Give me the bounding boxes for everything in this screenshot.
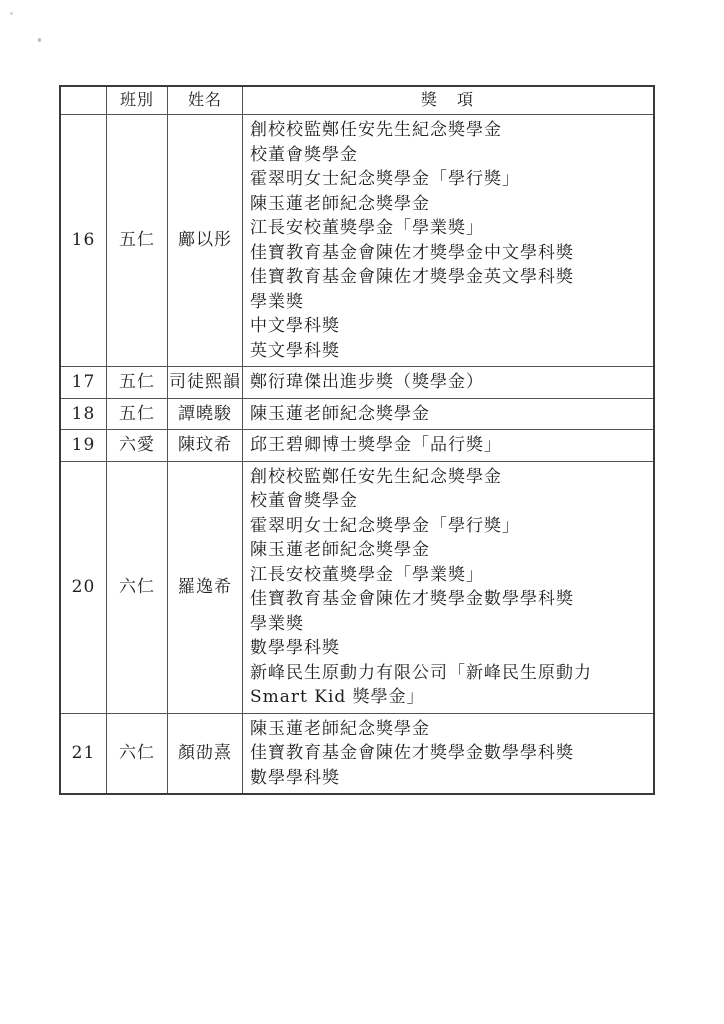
cell-class: 六仁 — [107, 714, 168, 794]
table-row — [61, 367, 653, 399]
cell-number: 17 — [61, 367, 107, 398]
table-row — [61, 399, 653, 431]
cell-class: 五仁 — [107, 367, 168, 398]
cell-awards — [243, 462, 653, 713]
cell-name: 譚曉駿 — [168, 399, 243, 430]
award-item: 霍翠明女士紀念獎學金「學行獎」 — [250, 515, 520, 536]
cell-name: 羅逸希 — [168, 462, 243, 713]
cell-class: 五仁 — [107, 115, 168, 366]
award-item: 江長安校董獎學金「學業獎」 — [250, 218, 484, 238]
cell-awards — [243, 399, 653, 430]
award-item: 創校校監鄭任安先生紀念獎學金 — [250, 120, 502, 140]
table-row — [61, 462, 653, 714]
cell-class: 五仁 — [107, 399, 168, 430]
header-cell-name: 姓名 — [168, 87, 243, 114]
award-item: 江長安校董獎學金「學業獎」 — [250, 564, 484, 585]
award-item: 學業獎 — [250, 291, 304, 312]
cell-name: 鄺以彤 — [168, 115, 243, 366]
cell-number: 18 — [61, 399, 107, 430]
table-header-row — [61, 87, 653, 115]
cell-name: 司徒熙韻 — [168, 367, 243, 398]
cell-number: 20 — [61, 462, 107, 713]
award-item: 陳玉蓮老師紀念獎學金 — [250, 193, 430, 214]
award-item: 校董會獎學金 — [250, 491, 358, 511]
award-item: 陳玉蓮老師紀念獎學金 — [250, 403, 430, 424]
cell-name: 陳玟希 — [168, 430, 243, 461]
awards-table — [59, 85, 655, 795]
award-item: 佳寶教育基金會陳佐才獎學金中文學科獎 — [250, 242, 574, 263]
header-cell-number — [61, 87, 107, 114]
table-body — [61, 115, 653, 793]
award-item: 陳玉蓮老師紀念獎學金 — [250, 540, 430, 560]
scan-speck — [38, 38, 41, 42]
cell-awards — [243, 367, 653, 398]
award-item: 佳寶教育基金會陳佐才獎學金數學學科獎 — [250, 589, 574, 609]
scan-speck — [10, 12, 13, 15]
award-item: 陳玉蓮老師紀念獎學金 — [250, 718, 430, 739]
award-item: 新峰民生原動力有限公司「新峰民生原動力 Smart Kid 獎學金」 — [250, 662, 592, 707]
cell-awards — [243, 714, 653, 794]
award-item: 數學學科獎 — [250, 638, 340, 658]
table-row — [61, 430, 653, 462]
header-cell-class: 班別 — [107, 87, 168, 114]
award-item: 創校校監鄭任安先生紀念獎學金 — [250, 466, 502, 487]
award-item: 學業獎 — [250, 613, 304, 634]
header-cell-award: 獎 項 — [420, 90, 475, 110]
cell-name: 顏劭熹 — [168, 714, 243, 794]
cell-number: 19 — [61, 430, 107, 461]
award-item: 中文學科獎 — [250, 316, 340, 336]
award-item: 英文學科獎 — [250, 340, 340, 361]
cell-class: 六仁 — [107, 462, 168, 713]
table-row — [61, 714, 653, 794]
award-item: 校董會獎學金 — [250, 144, 358, 165]
award-item: 邱王碧卿博士獎學金「品行獎」 — [250, 435, 502, 455]
award-item: 佳寶教育基金會陳佐才獎學金英文學科獎 — [250, 267, 574, 287]
award-item: 鄭衍瑋傑出進步獎（獎學金） — [250, 372, 484, 392]
table-row — [61, 115, 653, 367]
cell-awards — [243, 430, 653, 461]
cell-class: 六愛 — [107, 430, 168, 461]
cell-awards — [243, 115, 653, 366]
cell-number: 21 — [61, 714, 107, 794]
award-item: 佳寶教育基金會陳佐才獎學金數學學科獎 — [250, 743, 574, 763]
award-item: 數學學科獎 — [250, 767, 340, 788]
cell-number: 16 — [61, 115, 107, 366]
award-item: 霍翠明女士紀念獎學金「學行獎」 — [250, 169, 520, 189]
